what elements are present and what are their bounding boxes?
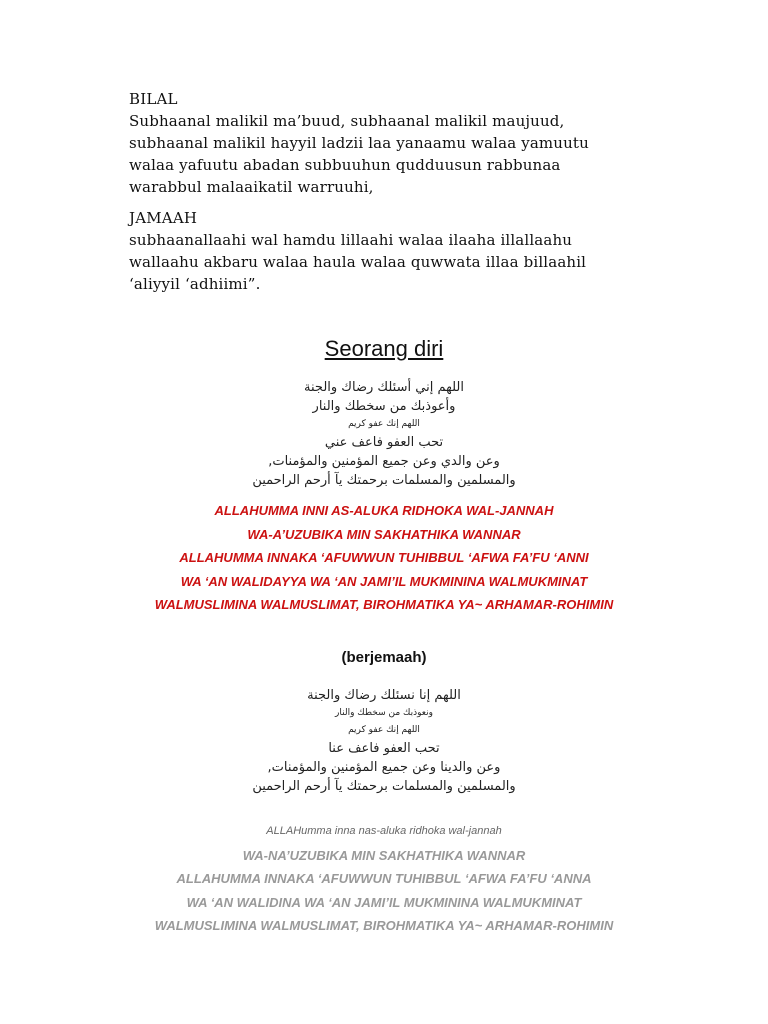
arabic-line: اللهم إنك عفو كريم (348, 419, 420, 429)
latin-line: WALMUSLIMINA WALMUSLIMAT, BIROHMATIKA YA~ ARHAMAR-ROHIMIN (154, 597, 614, 612)
group-latin-text (0, 820, 768, 938)
latin-line: ALLAHUMMA INNAKA ‘AFUWWUN TUHIBBUL ‘AFWA FA’FU ‘ANNI (179, 550, 589, 565)
latin-line: ALLAHumma inna nas-aluka ridhoka wal-jannah (266, 825, 502, 837)
bilal-section (129, 88, 675, 198)
arabic-line: تحب العفو فاعف عني (324, 435, 444, 450)
arabic-line: تحب العفو فاعف عنا (328, 741, 440, 756)
latin-line: WA-A’UZUBIKA MIN SAKHATHIKA WANNAR (247, 526, 521, 542)
arabic-line: اللهم إنا نسئلك رضاك والجنة (307, 688, 461, 703)
jamaah-line: wallaahu akbaru walaa haula walaa quwwata illaa billaahil (129, 253, 587, 271)
group-arabic-text (150, 686, 618, 796)
single-latin-text (0, 499, 768, 617)
arabic-line: ونعوذبك من سخطك والنار (335, 708, 433, 718)
bilal-speaker: BILAL (129, 90, 178, 108)
arabic-line: والمسلمين والمسلمات برحمتك يآ أرحم الراحمين (252, 473, 516, 488)
bilal-line: Subhaanal malikil ma’buud, subhaanal malikil maujuud, (129, 112, 565, 130)
latin-line: ALLAHUMMA INNI AS-ALUKA RIDHOKA WAL-JANNAH (214, 503, 554, 518)
jamaah-speaker: JAMAAH (129, 209, 198, 227)
arabic-line: وأعوذبك من سخطك والنار (312, 399, 456, 414)
latin-line: WA ‘AN WALIDAYYA WA ‘AN JAMI’IL MUKMININA WALMUKMINAT (180, 573, 588, 589)
latin-line: WA-NA’UZUBIKA MIN SAKHATHIKA WANNAR (242, 847, 526, 863)
jamaah-line: ‘aliyyil ‘adhiimi”. (129, 275, 261, 293)
group-prayer-title: (berjemaah) (341, 649, 427, 666)
latin-line: WALMUSLIMINA WALMUSLIMAT, BIROHMATIKA YA~ ARHAMAR-ROHIMIN (154, 918, 614, 933)
arabic-line: وعن والدينا وعن جميع المؤمنين والمؤمنات, (267, 760, 501, 775)
latin-line: WA ‘AN WALIDINA WA ‘AN JAMI’IL MUKMININA WALMUKMINAT (186, 894, 582, 910)
arabic-line: وعن والدي وعن جميع المؤمنين والمؤمنات, (268, 454, 500, 469)
arabic-line: اللهم إني أسئلك رضاك والجنة (304, 380, 464, 395)
bilal-line: subhaanal malikil hayyil ladzii laa yanaamu walaa yamuutu (129, 134, 589, 152)
arabic-line: والمسلمين والمسلمات برحمتك يآ أرحم الراحمين (252, 779, 516, 794)
bilal-line: walaa yafuutu abadan subbuuhun qudduusun rabbunaa (129, 156, 561, 174)
jamaah-line: subhaanallaahi wal hamdu lillaahi walaa ilaaha illallaahu (129, 231, 573, 249)
single-arabic-text (150, 378, 618, 490)
arabic-line: اللهم إنك عفو كريم (348, 725, 420, 735)
latin-line: ALLAHUMMA INNAKA ‘AFUWWUN TUHIBBUL ‘AFWA FA’FU ‘ANNA (176, 871, 592, 886)
jamaah-section (129, 207, 675, 295)
bilal-line: warabbul malaaikatil warruuhi, (129, 178, 374, 196)
single-prayer-title: Seorang diri (324, 336, 444, 361)
